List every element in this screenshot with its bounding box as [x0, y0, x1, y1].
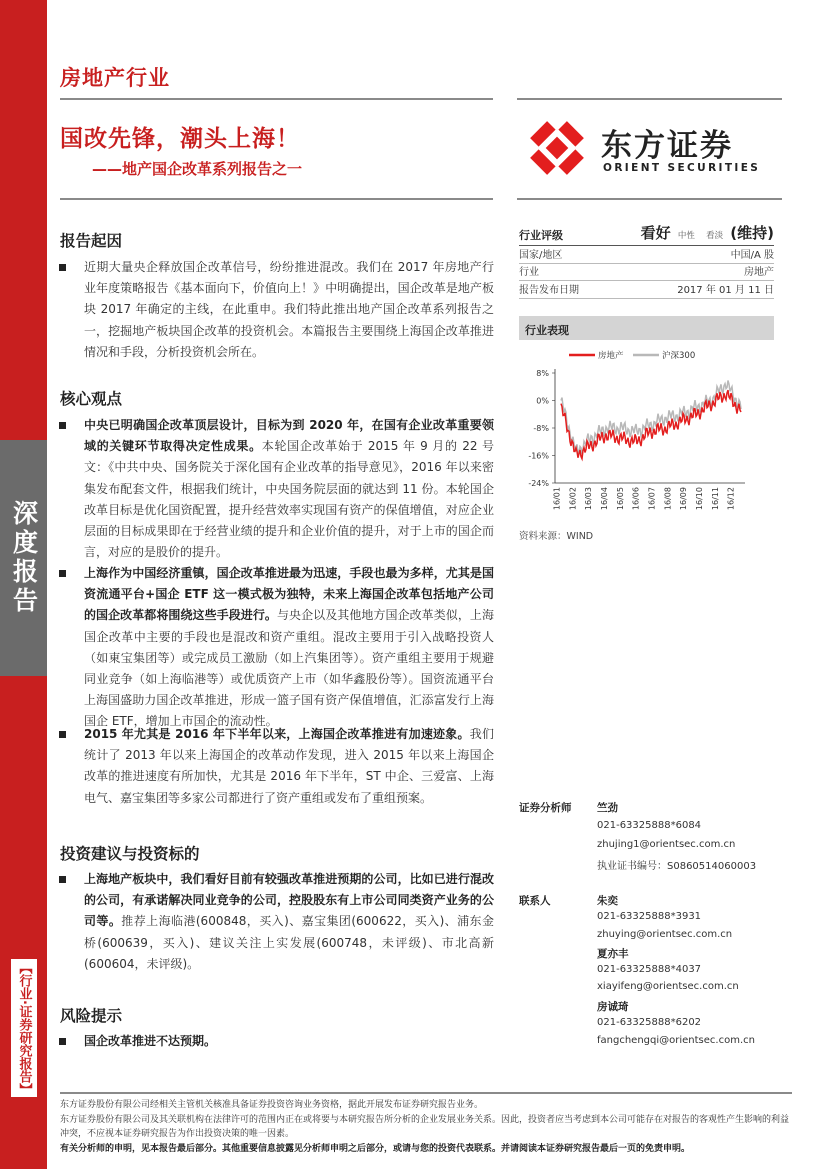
y-tick-label: -24% [528, 479, 549, 488]
footer-line-2: 东方证券股份有限公司及其关联机构在法律许可的范围内正在或将要与本研究报告所分析的企业发展业务关系。因此，投资者应当考虑到本公司可能存在对报告的客观性产生影响的利益冲突，不应视本证券研究报告为作出投资决策的唯一因素。 [60, 1114, 790, 1139]
bullet-icon [59, 731, 66, 738]
liaison-email: fangchengqi@orientsec.com.cn [597, 1035, 755, 1046]
liaison-email: xiayifeng@orientsec.com.cn [597, 981, 739, 992]
liaison-name: 朱奕 [597, 895, 618, 907]
row-key: 国家/地区 [519, 249, 563, 261]
invest-bold: 上海地产板块中，我们看好目前有较强改革推进预期的公司，比如已进行混改的公司，有承诺解决同业竞争的公司，控股股东有上市公司同类资产业务的公司等。 [84, 872, 494, 929]
industry-category: 房地产行业 [60, 66, 170, 90]
core-point-1-bold: 中央已明确国企改革顶层设计，目标为到 2020 年，在国有企业改革重要领域的关键环节取得决定性成果。 [84, 418, 494, 454]
bullet-icon [59, 570, 66, 577]
origin-paragraph: 近期大量央企释放国企改革信号，纷纷推进混改。我们在 2017 年房地产行业年度策略报告《基本面向下，价值向上！》中明确提出，国企改革是地产板块 2017 年确定的主线，在此重申。我们特此推出地产国企改革系列报告之一，挖掘地产板块国企改革的投资机会。本篇报告主要围绕上海国企改革推进情况和手段，分析投资机会所在。 [84, 260, 494, 359]
invest-text: 推荐上海临港(600848，买入)、嘉宝集团(600622，买入)、浦东金桥(600639，买入)、建议关注上实发展(600748，未评级)、市北高新(600604，未评级)。 [84, 914, 494, 971]
y-tick-label: -8% [533, 424, 549, 433]
orient-securities-logo [525, 116, 765, 180]
report-title: 国改先锋，潮头上海！ [60, 126, 300, 152]
rating-negative: 看淡 [706, 231, 724, 241]
disclaimer-footer [60, 1098, 795, 1156]
rating-maintain: (维持) [730, 224, 774, 242]
x-tick-label: 16/06 [631, 487, 641, 511]
x-tick-label: 16/02 [568, 487, 578, 511]
report-subtitle: ——地产国企改革系列报告之一 [92, 160, 303, 178]
legend-label: 房地产 [598, 351, 624, 361]
liaison-email: zhuying@orientsec.com.cn [597, 929, 733, 940]
risk-paragraph [84, 1031, 494, 1052]
bullet-icon [59, 264, 66, 271]
header-divider-left [60, 98, 493, 100]
footer-line-3: 有关分析师的申明，见本报告最后部分。其他重要信息披露见分析师申明之后部分，或请与您的投资代表联系。并请阅读本证券研究报告最后一页的免责申明。 [60, 1143, 691, 1154]
x-tick-label: 16/10 [695, 487, 704, 511]
chart-source: 资料来源：WIND [519, 531, 594, 542]
bullet-icon [59, 422, 66, 429]
rating-row [519, 224, 774, 246]
analyst-cert: 执业证书编号：S0860514060003 [597, 861, 757, 872]
core-point-2-bold: 上海作为中国经济重镇，国企改革推进最为迅速，手段也最为多样，尤其是国资流通平台+国企 ETF 这一模式极为独特，未来上海国企改革包括地产公司的国企改革都将围绕这些手段进行。 [84, 566, 494, 623]
x-tick-label: 16/05 [615, 487, 625, 511]
logo-mark-icon [525, 116, 589, 180]
invest-paragraph [84, 869, 494, 975]
chart-title: 行业表现 [519, 316, 774, 340]
liaison-phone: 021-63325888*3931 [597, 911, 702, 922]
risk-bold: 国企改革推进不达预期。 [84, 1034, 217, 1048]
core-point-2 [84, 563, 494, 733]
core-point-3-text: 我们统计了 2013 年以来上海国企的改革动作发现，进入 2015 年以来上海国企改革的推进速度有所加快，尤其是 2016 年下半年，ST 中企、三爱富、上海电气、嘉宝集团等多家公司都进行了资产重组或发布了重组预案。 [84, 727, 494, 805]
analyst-email: zhujing1@orientsec.com.cn [597, 839, 736, 850]
legend-label: 沪深300 [662, 351, 696, 361]
bullet-icon [59, 1038, 66, 1045]
section-title-risk: 风险提示 [60, 1007, 123, 1025]
core-point-1-text: 本轮国企改革始于 2015 年 9 月的 22 号文：《中共中央、国务院关于深化国有企业改革的指导意见》，2016 年以来密集发布配套文件，根据我们统计，中央国务院层面的就达到 11 份。本轮国企改革目标是优化国资配置，提升经营效率实现国有资产的保值增值，对应企业层面的目标成果即在于经营业绩的提升和企业价值的提升，对于上市的国企而言，对应的是股价的提升。 [84, 439, 494, 560]
analyst-name: 竺劲 [597, 802, 618, 814]
x-tick-label: 16/11 [710, 487, 720, 511]
bullet-icon [59, 876, 66, 883]
liaison-label: 联系人 [519, 895, 551, 907]
row-key: 行业 [519, 267, 539, 278]
analyst-label: 证券分析师 [519, 802, 572, 814]
core-point-2-text: 与央企以及其他地方国企改革类似，上海国企改革中主要的手段也是混改和资产重组。混改主要用于引入战略投资人（如東宝集团等）或完成员工激励（如上汽集团等）。资产重组主要用于规避同业竞争（如上海临港等）或优质资产上市（如华鑫股份等）。国资流通平台上海国盛助力国企改革推进，形成一篮子国有资产保值增值，汇添富发行上海国企 ETF，增加上市国企的流动性。 [84, 608, 494, 729]
table-row [519, 264, 774, 282]
title-divider-right [517, 198, 782, 200]
liaison-phone: 021-63325888*4037 [597, 964, 702, 975]
rating-values [641, 222, 774, 243]
row-value: 房地产 [744, 267, 774, 278]
rating-neutral: 中性 [677, 231, 695, 241]
rating-value: 看好 [640, 224, 671, 242]
y-tick-label: 0% [536, 396, 549, 406]
row-key: 报告发布日期 [519, 284, 579, 296]
section-title-invest: 投资建议与投资标的 [60, 845, 200, 863]
liaison-phone: 021-63325888*6202 [597, 1017, 702, 1028]
x-tick-label: 16/12 [726, 487, 736, 511]
report-type-label: 深度报告 [0, 440, 47, 676]
core-point-1 [84, 415, 494, 563]
industry-performance-chart [519, 345, 779, 520]
liaison-name: 房诚琦 [597, 1001, 629, 1013]
x-tick-label: 16/03 [584, 487, 594, 511]
series-label: 【行业·证券研究报告】 [10, 958, 38, 1098]
x-tick-label: 16/04 [600, 487, 609, 511]
rating-table [519, 224, 774, 299]
logo-chinese-name: 东方证券 [601, 128, 733, 164]
analyst-phone: 021-63325888*6084 [597, 820, 702, 831]
title-divider-left [60, 198, 493, 200]
x-tick-label: 16/09 [679, 487, 689, 511]
table-row [519, 281, 774, 299]
x-tick-label: 16/07 [647, 487, 657, 511]
table-row [519, 246, 774, 264]
section-title-core: 核心观点 [60, 390, 123, 408]
y-tick-label: -16% [528, 451, 549, 461]
liaison-name: 夏亦丰 [597, 948, 629, 960]
core-point-3 [84, 724, 494, 809]
footer-line-1: 东方证券股份有限公司经相关主管机关核准具备证券投资咨询业务资格，据此开展发布证券研究报告业务。 [60, 1100, 484, 1110]
header-divider-right [517, 98, 782, 100]
core-point-3-bold: 2015 年尤其是 2016 年下半年以来，上海国企改革推进有加速迹象。 [84, 727, 470, 741]
x-tick-label: 16/01 [552, 487, 562, 511]
y-tick-label: 8% [536, 369, 549, 378]
x-tick-label: 16/08 [663, 487, 673, 511]
rating-label: 行业评级 [519, 229, 563, 242]
logo-english-name: ORIENT SECURITIES [603, 162, 761, 174]
section-title-origin: 报告起因 [60, 232, 123, 250]
row-value: 中国/A 股 [730, 249, 774, 261]
row-value: 2017 年 01 月 11 日 [677, 284, 774, 296]
footer-divider [60, 1092, 792, 1094]
